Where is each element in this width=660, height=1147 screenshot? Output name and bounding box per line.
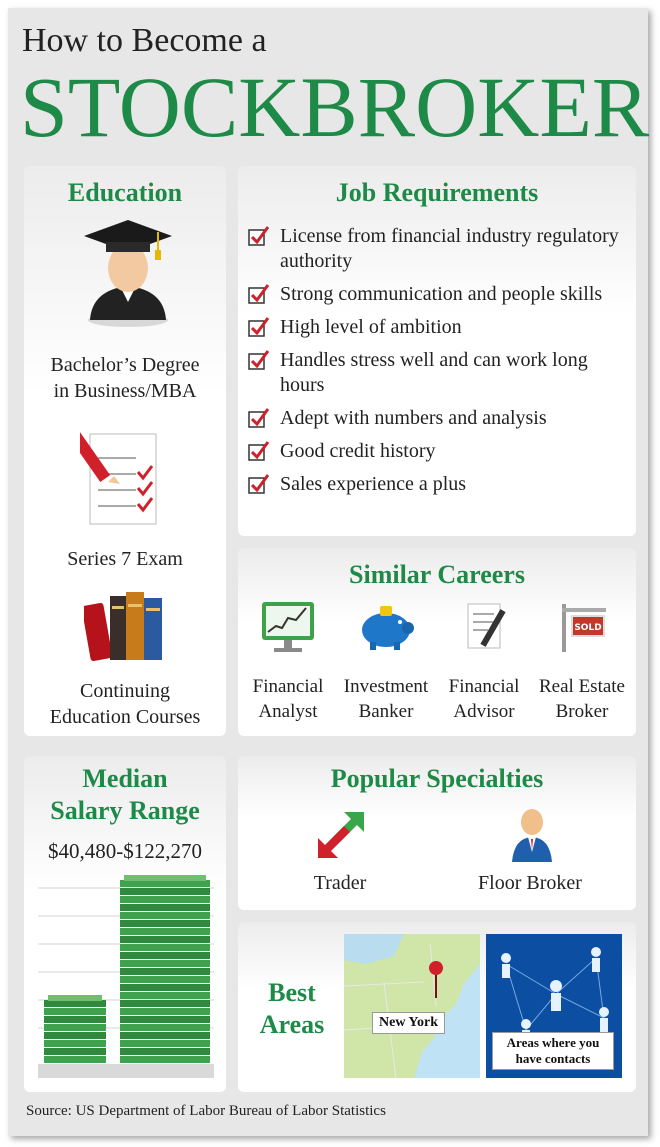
money-bill (120, 960, 210, 967)
checkbox-checked-icon (248, 225, 270, 247)
checkbox-checked-icon (248, 473, 270, 495)
money-bill (44, 1056, 106, 1063)
chart-monitor-icon (258, 600, 318, 654)
books-icon (84, 590, 168, 662)
requirements-list (248, 224, 628, 505)
title-line2: STOCKBROKER (20, 59, 650, 155)
money-stack-top (124, 875, 206, 881)
checkbox-checked-icon (248, 349, 270, 371)
requirement-item (248, 282, 628, 307)
job-requirements-heading: Job Requirements (335, 178, 539, 207)
money-bill (120, 944, 210, 951)
money-bill (44, 1016, 106, 1023)
salary-range: $40,480-$122,270 (48, 839, 202, 863)
career-label-line1: Investment (343, 676, 429, 697)
money-bill (44, 1032, 106, 1039)
money-bill (120, 1000, 210, 1007)
requirement-text: High level of ambition (280, 316, 462, 338)
salary-heading-line1: Median (82, 764, 168, 793)
best-areas-heading-line2: Areas (259, 1010, 325, 1039)
graduate-icon (80, 216, 176, 328)
money-bill (44, 1040, 106, 1047)
map-label-new-york: New York (372, 1012, 445, 1034)
requirement-item (248, 315, 628, 340)
education-panel (24, 166, 226, 736)
career-label-line1: Financial (448, 676, 520, 697)
money-bill (120, 1048, 210, 1055)
career-real-estate-broker (534, 600, 630, 724)
money-bill (120, 1056, 210, 1063)
money-bill (120, 1024, 210, 1031)
money-bill (120, 920, 210, 927)
money-bill (120, 976, 210, 983)
career-label-line2: Broker (555, 701, 609, 722)
specialties-heading: Popular Specialties (330, 764, 544, 793)
career-label-line1: Real Estate (539, 676, 625, 697)
high-salary-stack (120, 875, 210, 1063)
map-image (344, 934, 480, 1078)
requirement-text: Handles stress well and can work long hours (280, 349, 588, 396)
money-bill (120, 896, 210, 903)
checkbox-checked-icon (248, 316, 270, 338)
career-financial-advisor (436, 600, 532, 724)
money-bill (120, 928, 210, 935)
contacts-label-line2: have contacts (515, 1051, 591, 1066)
money-bill (120, 968, 210, 975)
money-bill (120, 992, 210, 999)
job-requirements-panel (238, 166, 636, 536)
money-bill (44, 1008, 106, 1015)
money-bill (120, 1008, 210, 1015)
title-line1: How to Become a (22, 22, 267, 59)
piggy-bank-icon (356, 600, 416, 654)
money-bill (120, 952, 210, 959)
document-pen-icon (454, 600, 514, 654)
best-areas-panel (238, 922, 636, 1092)
education-heading: Education (67, 178, 183, 207)
salary-heading-line2: Salary Range (50, 796, 200, 825)
exam-checklist-icon (80, 424, 172, 532)
sold-sign-text: SOLD (574, 623, 602, 633)
salary-panel (24, 756, 226, 1092)
low-salary-stack (44, 995, 106, 1063)
money-bill (120, 1040, 210, 1047)
money-bill (120, 888, 210, 895)
education-courses-line1: Continuing (79, 680, 170, 702)
career-label-line2: Banker (358, 701, 414, 722)
northeast-map (344, 934, 480, 1078)
money-bill (120, 984, 210, 991)
contacts-label-line1: Areas where you (506, 1035, 600, 1050)
money-bill (120, 1032, 210, 1039)
similar-careers-heading: Similar Careers (349, 560, 525, 589)
specialty-floor-broker-label: Floor Broker (478, 872, 582, 894)
sold-sign-icon (552, 600, 612, 654)
contacts-network-image (486, 934, 622, 1078)
requirement-item (248, 224, 628, 274)
education-degree-line2: in Business/MBA (53, 380, 197, 402)
source-note: Source: US Department of Labor Bureau of Labor Statistics (26, 1103, 386, 1119)
requirement-item (248, 348, 628, 398)
requirement-item (248, 439, 628, 464)
arrows-icon (316, 810, 366, 860)
infographic-sheet (8, 8, 648, 1136)
education-exam-label: Series 7 Exam (67, 548, 183, 570)
checkbox-checked-icon (248, 283, 270, 305)
education-degree-line1: Bachelor’s Degree (50, 354, 200, 376)
money-bill (120, 880, 210, 887)
money-bill (120, 936, 210, 943)
checkbox-checked-icon (248, 407, 270, 429)
money-bill (120, 912, 210, 919)
money-bill (120, 904, 210, 911)
checkbox-checked-icon (248, 440, 270, 462)
education-courses-line2: Education Courses (49, 706, 201, 728)
money-bill (120, 1016, 210, 1023)
requirement-text: License from financial industry regulatory authority (280, 225, 619, 272)
career-financial-analyst (240, 600, 336, 724)
requirement-item (248, 406, 628, 431)
best-areas-heading-line1: Best (268, 978, 316, 1007)
career-label-line2: Advisor (453, 701, 515, 722)
specialty-trader-label: Trader (313, 872, 367, 894)
career-label-line2: Analyst (258, 701, 318, 722)
specialties-panel (238, 756, 636, 910)
money-bill (44, 1024, 106, 1031)
similar-careers-panel (238, 548, 636, 736)
career-investment-banker (338, 600, 434, 724)
requirement-item (248, 472, 628, 497)
requirement-text: Sales experience a plus (280, 473, 467, 495)
money-stack-top (48, 995, 102, 1001)
money-bill (44, 1000, 106, 1007)
requirement-text: Adept with numbers and analysis (280, 407, 547, 429)
salary-money-stacks (38, 868, 214, 1078)
requirement-text: Good credit history (280, 440, 436, 462)
contacts-label (492, 1032, 614, 1070)
businessman-icon (510, 808, 554, 862)
career-label-line1: Financial (252, 676, 324, 697)
money-bill (44, 1048, 106, 1055)
requirement-text: Strong communication and people skills (280, 283, 603, 305)
